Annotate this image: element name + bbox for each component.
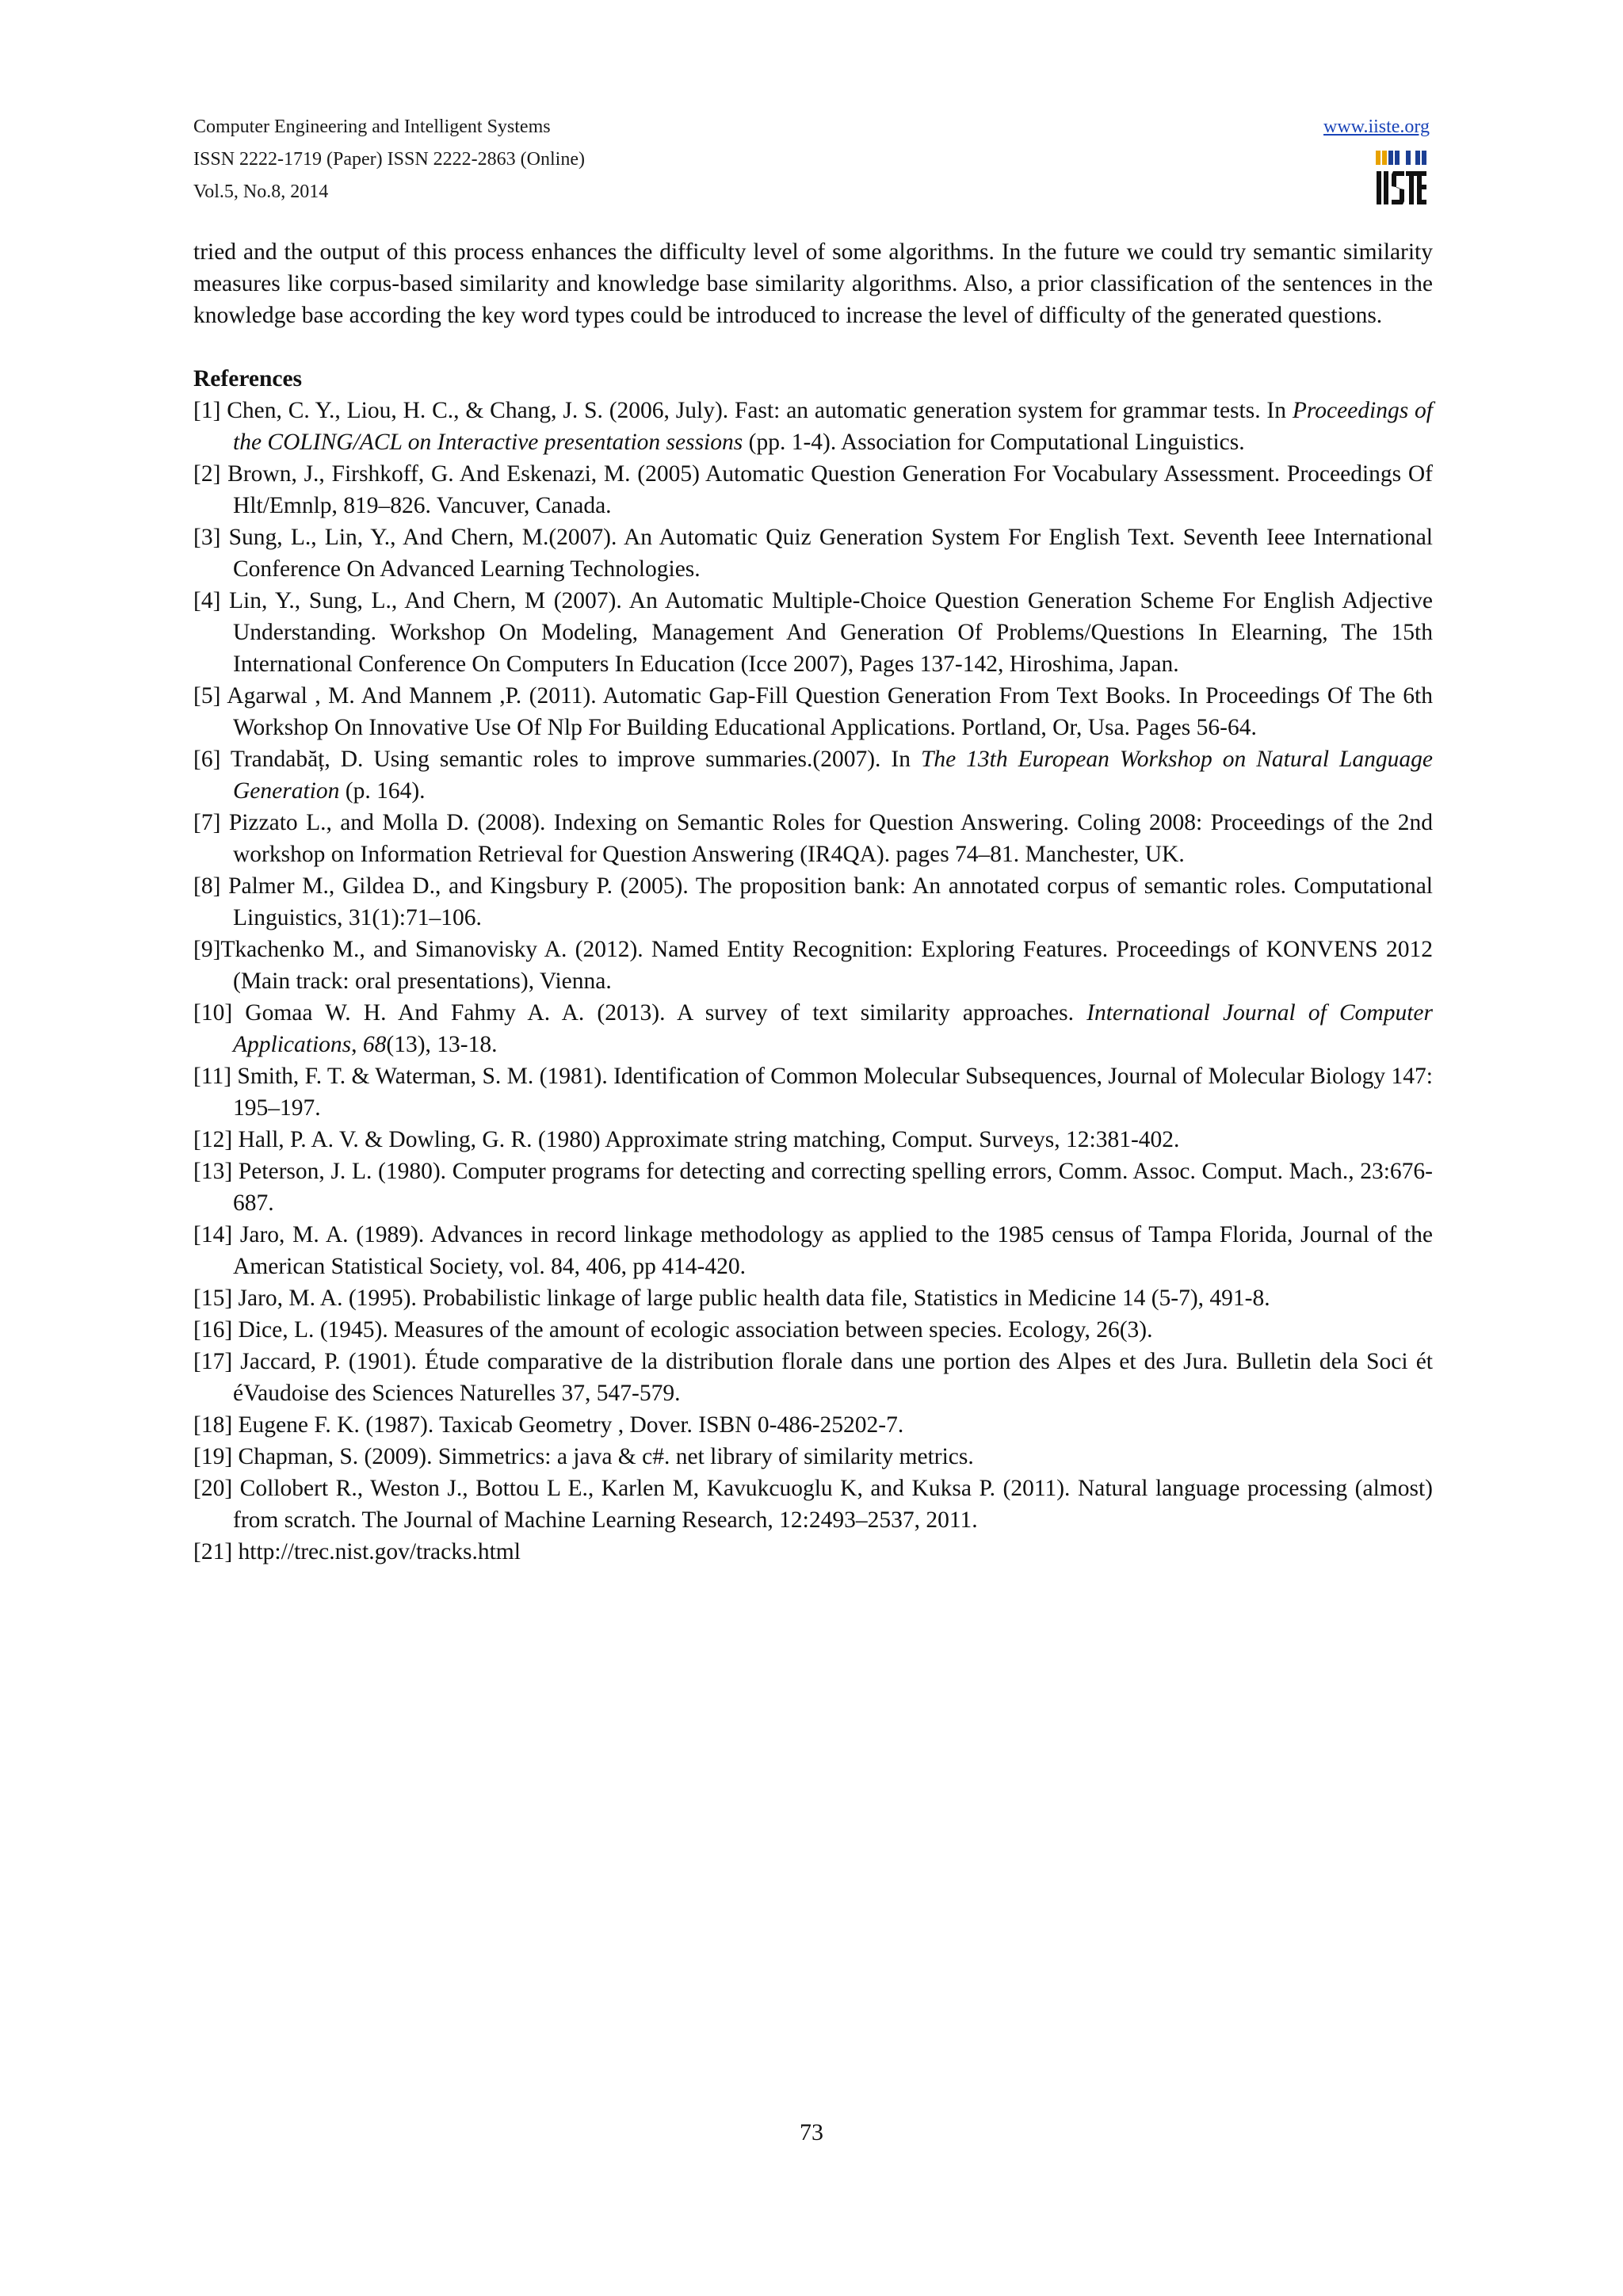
page-number: 73 bbox=[800, 2119, 823, 2145]
reference-item bbox=[193, 585, 1433, 680]
reference-item bbox=[193, 1409, 1433, 1441]
reference-item bbox=[193, 807, 1433, 870]
reference-item bbox=[193, 1346, 1433, 1409]
body-paragraph: tried and the output of this process enhances the difficulty level of some algorithms. In the future we could try semantic similarity measures like corpus-based similarity and knowledge base similarity algorithms. Also, a prior classification of the sentences in the knowledge base according the key word types could be introduced to increase the level of difficulty of the generated questions. bbox=[193, 239, 1433, 328]
reference-item bbox=[193, 1536, 1433, 1568]
reference-item bbox=[193, 458, 1433, 521]
reference-text: [10] Gomaa W. H. And Fahmy A. A. (2013). A survey of text similarity approaches. bbox=[193, 1000, 1087, 1026]
page-body bbox=[193, 236, 1433, 1568]
reference-item bbox=[193, 395, 1433, 458]
reference-text: [14] Jaro, M. A. (1989). Advances in record linkage methodology as applied to the 1985 census of Tampa Florida, Journal of the American Statistical Society, vol. 84, 406, pp 414-420. bbox=[193, 1222, 1433, 1279]
reference-item bbox=[193, 997, 1433, 1060]
reference-text: (pp. 1-4). Association for Computational Linguistics. bbox=[743, 430, 1245, 455]
reference-text: [4] Lin, Y., Sung, L., And Chern, M (2007). An Automatic Multiple-Choice Question Generation Scheme For English Adjective Understanding. Workshop On Modeling, Management And Generation Of Problems/Questions In Elearning, The 15th International Conference On Computers In Education (Icce 2007), Pages 137-142, Hiroshima, Japan. bbox=[193, 588, 1433, 677]
reference-text: [15] Jaro, M. A. (1995). Probabilistic linkage of large public health data file, Statistics in Medicine 14 (5-7), 491-8. bbox=[193, 1286, 1270, 1311]
journal-title: Computer Engineering and Intelligent Systems bbox=[193, 117, 551, 137]
reference-text: (13), 13-18. bbox=[386, 1032, 498, 1057]
reference-italic-text: Proceedings of the COLING/ACL on Interactive presentation sessions bbox=[233, 398, 1433, 455]
reference-text: [11] Smith, F. T. & Waterman, S. M. (1981). Identification of Common Molecular Subsequences, Journal of Molecular Biology 147: 195–197. bbox=[193, 1064, 1433, 1121]
journal-info bbox=[193, 111, 585, 208]
reference-text: [19] Chapman, S. (2009). Simmetrics: a java & c#. net library of similarity metrics. bbox=[193, 1444, 974, 1469]
journal-issn: ISSN 2222-1719 (Paper) ISSN 2222-2863 (Online) bbox=[193, 149, 585, 170]
reference-text: [7] Pizzato L., and Molla D. (2008). Indexing on Semantic Roles for Question Answering. Coling 2008: Proceedings of the 2nd workshop on Information Retrieval for Question Answering (IR4QA). pages 74–81. Manchester, UK. bbox=[193, 810, 1433, 867]
reference-text: , bbox=[351, 1032, 363, 1057]
reference-text: [20] Collobert R., Weston J., Bottou L E., Karlen M, Kavukcuoglu K, and Kuksa P. (2011). Natural language processing (almost) from scratch. The Journal of Machine Learning Research, 12:2493–2537, 2011. bbox=[193, 1476, 1433, 1533]
reference-item bbox=[193, 1124, 1433, 1156]
reference-text: [16] Dice, L. (1945). Measures of the amount of ecologic association between species. Ecology, 26(3). bbox=[193, 1317, 1153, 1343]
references-heading: References bbox=[193, 366, 303, 392]
reference-item bbox=[193, 934, 1433, 997]
reference-text: [3] Sung, L., Lin, Y., And Chern, M.(2007). An Automatic Quiz Generation System For English Text. Seventh Ieee International Conference On Advanced Learning Technologies. bbox=[193, 525, 1433, 582]
iiste-logo bbox=[1374, 147, 1428, 208]
reference-text: [12] Hall, P. A. V. & Dowling, G. R. (1980) Approximate string matching, Comput. Surveys, 12:381-402. bbox=[193, 1127, 1180, 1152]
reference-item bbox=[193, 1441, 1433, 1473]
reference-text: [8] Palmer M., Gildea D., and Kingsbury P. (2005). The proposition bank: An annotated corpus of semantic roles. Computational Linguistics, 31(1):71–106. bbox=[193, 873, 1433, 930]
reference-text: [2] Brown, J., Firshkoff, G. And Eskenazi, M. (2005) Automatic Question Generation For Vocabulary Assessment. Proceedings Of Hlt/Emnlp, 819–826. Vancuver, Canada. bbox=[193, 461, 1433, 518]
page-header bbox=[193, 111, 1430, 214]
reference-item bbox=[193, 870, 1433, 934]
reference-item bbox=[193, 1156, 1433, 1219]
journal-volume: Vol.5, No.8, 2014 bbox=[193, 181, 329, 202]
reference-text: [18] Eugene F. K. (1987). Taxicab Geometry , Dover. ISBN 0-486-25202-7. bbox=[193, 1412, 904, 1438]
reference-item bbox=[193, 743, 1433, 807]
reference-item bbox=[193, 1219, 1433, 1282]
reference-item bbox=[193, 1060, 1433, 1124]
reference-item bbox=[193, 1473, 1433, 1536]
reference-item bbox=[193, 680, 1433, 743]
reference-list bbox=[193, 395, 1433, 1568]
reference-italic-text: The 13th European Workshop on Natural Language Generation bbox=[233, 747, 1433, 804]
reference-text: [21] http://trec.nist.gov/tracks.html bbox=[193, 1539, 521, 1564]
reference-text: (p. 164). bbox=[339, 778, 426, 804]
reference-item bbox=[193, 1282, 1433, 1314]
journal-url-link[interactable]: www.iiste.org bbox=[1323, 117, 1430, 137]
reference-italic-text: 68 bbox=[362, 1032, 387, 1057]
reference-text: [17] Jaccard, P. (1901). Étude comparative de la distribution florale dans une portion des Alpes et des Jura. Bulletin dela Soci ét éVaudoise des Sciences Naturelles 37, 547-579. bbox=[193, 1349, 1433, 1406]
reference-text: [6] Trandabăț, D. Using semantic roles to improve summaries.(2007). In bbox=[193, 747, 921, 772]
reference-item bbox=[193, 1314, 1433, 1346]
reference-text: [9]Tkachenko M., and Simanovisky A. (2012). Named Entity Recognition: Exploring Features. Proceedings of KONVENS 2012 (Main track: oral presentations), Vienna. bbox=[193, 937, 1433, 994]
reference-text: [13] Peterson, J. L. (1980). Computer programs for detecting and correcting spelling errors, Comm. Assoc. Comput. Mach., 23:676-687. bbox=[193, 1159, 1433, 1216]
reference-italic-text: International Journal of Computer Applications bbox=[233, 1000, 1433, 1057]
reference-item bbox=[193, 521, 1433, 585]
reference-text: [1] Chen, C. Y., Liou, H. C., & Chang, J. S. (2006, July). Fast: an automatic generation system for grammar tests. In bbox=[193, 398, 1293, 423]
reference-text: [5] Agarwal , M. And Mannem ,P. (2011). Automatic Gap-Fill Question Generation From Text Books. In Proceedings Of The 6th Workshop On Innovative Use Of Nlp For Building Educational Applications. Portland, Or, Usa. Pages 56-64. bbox=[193, 683, 1433, 740]
